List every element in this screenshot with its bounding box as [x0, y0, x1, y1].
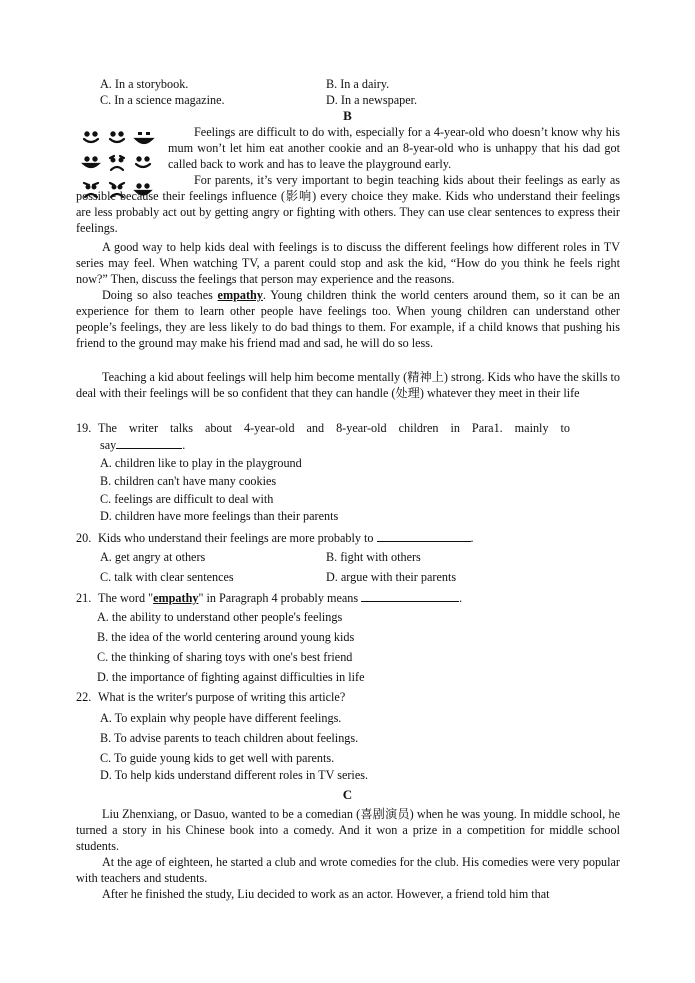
answer-blank — [116, 436, 182, 449]
section-c-paragraph-3: After he finished the study, Liu decided to work as an actor. However, a friend told him that — [102, 887, 550, 901]
question-22 — [76, 689, 624, 705]
question-20-stem: Kids who understand their feelings are more probably to — [98, 531, 374, 545]
empathy-keyword-question: empathy — [153, 591, 199, 605]
question-22-option-c: C. To guide young kids to get well with parents. — [100, 751, 335, 765]
question-19-number: 19. — [76, 421, 92, 435]
question-20-number: 20. — [76, 531, 92, 545]
question-22-number: 22. — [76, 690, 92, 704]
question-21-stem-start: The word " — [98, 591, 154, 605]
question-22-option-b: B. To advise parents to teach children about feelings. — [100, 731, 359, 745]
prev-option-b: B. In a dairy. — [326, 77, 390, 91]
question-22-option-a: A. To explain why people have different feelings. — [100, 711, 342, 725]
question-19-option-a: A. children like to play in the playground — [100, 456, 302, 470]
prev-option-a: A. In a storybook. — [100, 77, 189, 91]
question-22-stem: What is the writer's purpose of writing this article? — [98, 690, 346, 704]
question-21-stem-end: " in Paragraph 4 probably means — [198, 591, 359, 605]
empathy-keyword: empathy — [217, 288, 263, 302]
question-20-option-a: A. get angry at others — [100, 550, 206, 564]
question-19-option-b: B. children can't have many cookies — [100, 474, 277, 488]
section-b-paragraph-1: Feelings are difficult to do with, especially for a 4-year-old who doesn’t know why his mum won’t let him eat another cookie and an 8-year-old who is unhappy that his dad got called back to work and has to leave the playground early. — [168, 125, 620, 171]
question-21-period: . — [459, 591, 463, 605]
question-20-option-c: C. talk with clear sentences — [100, 570, 234, 584]
paragraph-4-lead: Doing so also teaches — [102, 288, 218, 302]
question-19-period: . — [182, 438, 186, 452]
question-21-option-d: D. the importance of fighting against difficulties in life — [97, 670, 365, 684]
question-20 — [76, 529, 624, 546]
section-b-heading: B — [343, 108, 352, 123]
question-21-option-b: B. the idea of the world centering around young kids — [97, 630, 355, 644]
prev-option-d: D. In a newspaper. — [326, 93, 418, 107]
section-c-paragraph-2: At the age of eighteen, he started a club and wrote comedies for the club. His comedies were very popular with teachers and students. — [76, 855, 620, 885]
question-20-period: . — [470, 531, 474, 545]
question-21-option-c: C. the thinking of sharing toys with one's best friend — [97, 650, 353, 664]
question-22-option-d: D. To help kids understand different roles in TV series. — [100, 768, 369, 782]
section-b-paragraph-4 — [76, 287, 620, 351]
paragraph-4-rest: . Young children think the world centers around them, so it can be an experience for them to learn other people have feelings too. When young children can understand other people’s feelings, they are less likely to do bad things to them. For example, if a child knows that pushing his friend to the ground may make his friend mad and sad, he will do so less. — [76, 288, 620, 350]
question-19-option-c: C. feelings are difficult to deal with — [100, 492, 274, 506]
question-19-stem-end: say — [100, 438, 117, 452]
answer-blank — [377, 529, 471, 542]
question-20-option-b: B. fight with others — [326, 550, 421, 564]
question-21-option-a: A. the ability to understand other people's feelings — [97, 610, 343, 624]
prev-option-c: C. In a science magazine. — [100, 93, 225, 107]
section-b-paragraph-5: Teaching a kid about feelings will help him become mentally (精神上) strong. Kids who have the skills to deal with their feelings will be so confident that they can handle (处理) whatever they meet in their life — [76, 370, 620, 400]
section-b-paragraph-2: For parents, it’s very important to begin teaching kids about their feelings as early as possible because their feelings influence (影响) every choice they make. Kids who understand their feelings are less probably act out by getting angry or fighting with others. They can use clear sentences to express their feelings. — [76, 173, 620, 235]
question-20-option-d: D. argue with their parents — [326, 570, 457, 584]
answer-blank — [361, 589, 459, 602]
section-b-paragraph-3: A good way to help kids deal with feelings is to discuss the different feelings how different roles in TV series may feel. When watching TV, a parent could stop and ask the kid, “How do you think he feels right now?” Then, discuss the feelings that person may experience and the reasons. — [76, 240, 620, 286]
question-19-option-d: D. children have more feelings than their parents — [100, 509, 339, 523]
question-19-stem: The writer talks about 4-year-old and 8-year-old children in Para1. mainly to — [98, 421, 570, 435]
question-21 — [76, 589, 624, 606]
question-21-number: 21. — [76, 591, 92, 605]
question-19 — [76, 420, 624, 453]
section-c-paragraph-1: Liu Zhenxiang, or Dasuo, wanted to be a comedian (喜剧演员) when he was young. In middle school, he turned a story in his Chinese book into a comedy. And it won a prize in a competition for middle school students. — [76, 807, 620, 853]
section-c-heading: C — [342, 787, 353, 802]
